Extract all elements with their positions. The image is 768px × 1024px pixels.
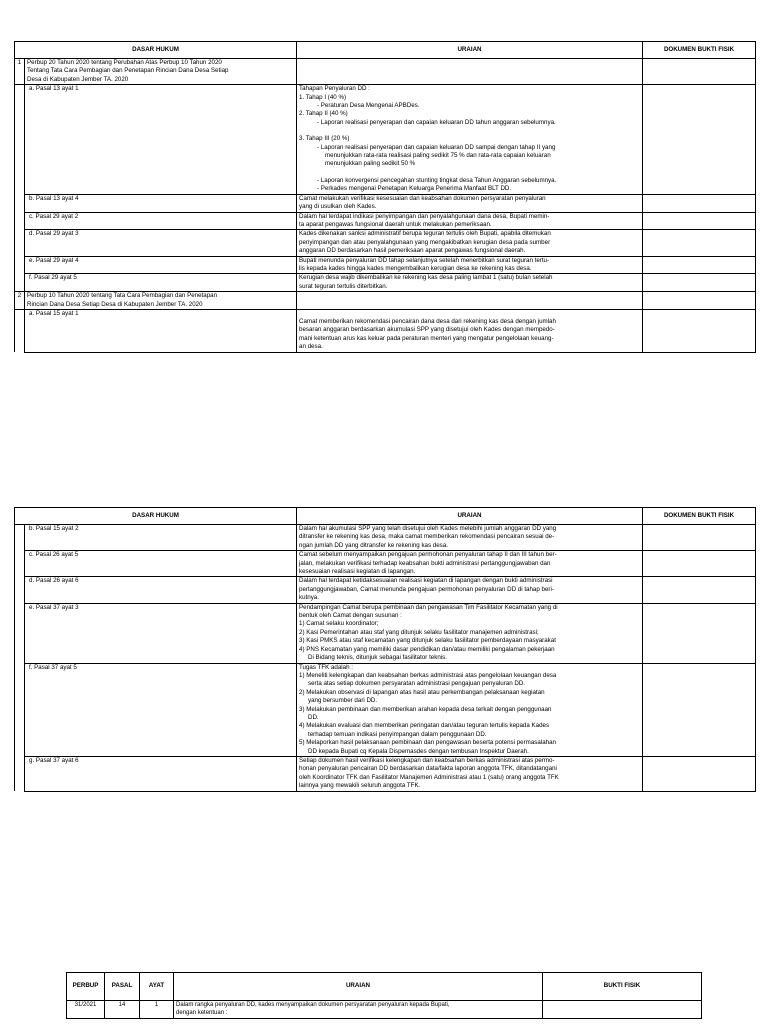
cell-uraian (297, 85, 643, 194)
dasar-line: Perbup 20 Tahun 2020 tentang Perubahan Atas Perbup 10 Tahun 2020 (27, 59, 222, 66)
cell-bukti-fisik (543, 1001, 702, 1019)
uraian-line: ditransfer ke rekening kas desa, maka camat memberikan rekomendasi pencairan sesuai de- (299, 533, 555, 541)
cell-number (15, 551, 25, 577)
dasar-line: e. Pasal 29 ayat 4 (29, 256, 79, 264)
uraian-line: ngan jumlah DD yang ditransfer ke rekening kas desa. (299, 541, 448, 549)
cell-perbup: 31/2021 (67, 1001, 105, 1019)
dasar-line: e. Pasal 37 ayat 3 (29, 603, 79, 611)
uraian-line: menunjukkan paling sedikit 50 % (325, 160, 416, 168)
table-2 (14, 507, 756, 792)
uraian-line (299, 127, 640, 135)
header-dokumen-bukti-fisik: DOKUMEN BUKTI FISIK (643, 508, 756, 525)
cell-ayat: 1 (140, 1001, 174, 1019)
header-bukti-fisik: BUKTI FISIK (543, 973, 702, 1001)
uraian-line: Bupati menunda penyaluran DD tahap selanjutnya setelah menerbitkan surat teguran tertu- (299, 256, 550, 264)
cell-dasar-hukum (25, 756, 297, 791)
table-row (15, 59, 756, 85)
cell-uraian (297, 551, 643, 577)
cell-number (15, 212, 25, 230)
uraian-line: penyimpangan dan atau penyalahgunaan yang mengakibatkan kerugian desa pada sumber (299, 238, 551, 246)
uraian-line: - Perkades mengenai Penetapan Keluarga Penerima Manfaat BLT DD. (317, 185, 512, 193)
cell-uraian (297, 577, 643, 603)
cell-number (15, 663, 25, 756)
uraian-line: besaran anggaran berdasarkan akumulasi SPP yang disetujui oleh Kades dengan mempedo- (299, 326, 555, 334)
table-row (67, 1001, 702, 1019)
cell-bukti-fisik (643, 230, 756, 256)
table-row (15, 551, 756, 577)
legal-basis-table-1 (14, 41, 755, 353)
cell-bukti-fisik (643, 663, 756, 756)
cell-number: 2 (15, 292, 25, 310)
perbup-table (66, 972, 701, 1019)
table-row (15, 292, 756, 310)
cell-number (15, 194, 25, 212)
uraian-line: ta aparat pengawas fungsional daerah untuk melakukan pemeriksaan. (299, 220, 492, 228)
cell-uraian (297, 525, 643, 551)
uraian-line: Pendampingan Camat berupa pembinaan dan pengawasan Tim Fasilitator Kecamatan yang di (299, 603, 558, 611)
uraian-line: an desa. (299, 343, 323, 351)
cell-number (15, 256, 25, 274)
uraian-line: lis kepada kades hingga kades mengembalikan kerugian desa ke rekening kas desa. (299, 264, 532, 272)
uraian-line: 4) Melakukan evaluasi dan memberikan peringatan dan/atau teguran tertulis kepada Kades (299, 722, 550, 730)
uraian-line: terhadap temuan indikasi penyimpangan dalam penggunaan DD. (308, 730, 487, 738)
cell-uraian (297, 292, 643, 310)
dasar-line: c. Pasal 26 ayat 5 (29, 551, 79, 559)
cell-bukti-fisik (643, 603, 756, 663)
uraian-line (299, 310, 640, 318)
uraian-line: Camat memberikan rekomendasi pencairan dana desa dari rekening kas desa dengan jumlah (299, 317, 556, 325)
dasar-line: b. Pasal 13 ayat 4 (29, 194, 79, 202)
uraian-line: - Laporan realisasi penyerapan dan capaian keluaran DD sampai dengan tahap II yang (317, 143, 556, 151)
cell-bukti-fisik (643, 292, 756, 310)
cell-dasar-hukum (25, 577, 297, 603)
dasar-line: d. Pasal 29 ayat 3 (29, 230, 79, 238)
cell-uraian (297, 212, 643, 230)
uraian-line: 3) Kasi PMKS atau staf kecamatan yang ditunjuk selaku fasilitator pemberdayaan masyarakat (299, 637, 556, 645)
dasar-line: f. Pasal 29 ayat 5 (29, 274, 77, 282)
table-header-row (67, 973, 702, 1001)
cell-bukti-fisik (643, 756, 756, 791)
uraian-line: surat teguran tertulis diterbitkan. (299, 282, 388, 290)
cell-bukti-fisik (643, 212, 756, 230)
cell-number (15, 230, 25, 256)
uraian-line: 4) PNS Kecamatan yang memiliki dasar pendidikan dan/atau memiliki pengalaman pekerjaan (299, 645, 555, 653)
uraian-line: honan penyaluran pencairan DD berdasarkan data/fakta laporan anggota TFK, ditandatangani (299, 765, 557, 773)
dasar-line: a. Pasal 15 ayat 1 (29, 309, 79, 317)
table-header-row (15, 508, 756, 525)
cell-uraian (297, 603, 643, 663)
cell-dasar-hukum (25, 59, 297, 85)
cell-number (15, 603, 25, 663)
cell-bukti-fisik (643, 256, 756, 274)
uraian-line: - Laporan konvergensi pencegahan stunting tingkat desa Tahun Anggaran sebelumnya. (317, 176, 557, 184)
uraian-line: Tahapan Penyaluran DD : (299, 85, 370, 93)
uraian-line: DD kepada Bupati cq Kepala Dispemasdes dengan tembusan Inspektur Daerah. (308, 747, 529, 755)
table-row (15, 274, 756, 292)
table-row (15, 194, 756, 212)
cell-number: 1 (15, 59, 25, 85)
header-uraian: URAIAN (297, 508, 643, 525)
uraian-line: 1) Camat selaku koordinator; (299, 620, 379, 628)
dasar-line: Tentang Tata Cara Pembagian dan Penetapan Rincian Dana Desa Setiap (27, 67, 229, 75)
uraian-line: 3. Tahap III (20 %) (299, 135, 350, 143)
table-row (15, 256, 756, 274)
cell-bukti-fisik (643, 85, 756, 194)
uraian-line: Dalam hal terdapat ketidaksesuaian realisasi kegiatan di lapangan dengan bukti administrasi (299, 577, 553, 585)
uraian-line: Camat sebelum menyampaikan pengajuan permohonan penyaluran tahap II dan III tahun ber- (299, 551, 557, 559)
cell-dasar-hukum (25, 256, 297, 274)
table-row (15, 230, 756, 256)
header-uraian: URAIAN (174, 973, 543, 1001)
uraian-line: 5) Melaporkan hasil pelaksanaan pembinaan dan pengawasan beserta potensi permasalahan (299, 739, 556, 747)
table-header-row (15, 42, 756, 59)
cell-uraian (297, 194, 643, 212)
dasar-line: g. Pasal 37 ayat 6 (29, 756, 79, 764)
uraian-line: - Peraturan Desa Mengenai APBDes. (317, 102, 420, 110)
cell-bukti-fisik (643, 309, 756, 352)
dasar-line: d. Pasal 26 ayat 6 (29, 577, 79, 585)
cell-number (15, 85, 25, 194)
dasar-line: Rincian Dana Desa Setiap Desa di Kabupaten Jember TA. 2020 (27, 300, 203, 308)
table-row (15, 85, 756, 194)
cell-uraian (297, 274, 643, 292)
uraian-line: kesesuaian realisasi kegiatan di lapangan. (299, 568, 416, 576)
table-row (15, 212, 756, 230)
cell-number (15, 274, 25, 292)
dasar-line: b. Pasal 15 ayat 2 (29, 525, 79, 532)
uraian-line: Dalam rangka penyaluran DD, kades menyampaikan dokumen persyaratan penyaluran kepada Bupati, (176, 1002, 450, 1008)
dasar-line: Desa di Kabupaten Jember TA. 2020 (27, 75, 129, 83)
dasar-line: a. Pasal 13 ayat 1 (29, 85, 79, 93)
uraian-line: yang di usulkan oleh Kades. (299, 203, 377, 211)
uraian-line: 3) Melakukan pembinaan dan memberikan arahan kepada desa terkait dengan penggunaan (299, 705, 552, 713)
table-1 (14, 41, 756, 353)
dasar-line: f. Pasal 37 ayat 5 (29, 663, 77, 671)
cell-dasar-hukum (25, 551, 297, 577)
cell-uraian (297, 59, 643, 85)
cell-dasar-hukum (25, 194, 297, 212)
cell-bukti-fisik (643, 59, 756, 85)
cell-number (15, 525, 25, 551)
cell-dasar-hukum (25, 230, 297, 256)
cell-bukti-fisik (643, 194, 756, 212)
uraian-line: Tugas TFK adalah : (299, 663, 353, 671)
uraian-line: bentuk oleh Camat dengan susunan : (299, 612, 402, 620)
cell-bukti-fisik (643, 577, 756, 603)
dasar-line: c. Pasal 29 ayat 2 (29, 212, 79, 220)
uraian-line: Di Bidang teknis, ditunjuk sebagai fasilitator teknis. (308, 654, 447, 662)
cell-bukti-fisik (643, 274, 756, 292)
uraian-line: kutnya. (299, 594, 319, 602)
uraian-line: 1. Tahap I (40 %) (299, 93, 347, 101)
uraian-line: anggaran DD berdasarkan hasil pemeriksaan aparat pengawas fungsional daerah. (299, 247, 526, 255)
uraian-line: - Laporan realisasi penyerapan dan capaian keluaran DD tahun anggaran sebelumnya. (317, 118, 556, 126)
table-row (15, 756, 756, 791)
header-dokumen-bukti-fisik: DOKUMEN BUKTI FISIK (643, 42, 756, 59)
uraian-line: jalan, melakukan verifikasi terhadap keabsahan bukti administrasi pertanggungjawaban dan (299, 559, 551, 567)
table-row (15, 577, 756, 603)
uraian-line: serta atas setiap dokumen persyaratan administrasi pengajuan penyaluran DD. (308, 680, 526, 688)
cell-uraian (174, 1001, 543, 1019)
cell-dasar-hukum (25, 274, 297, 292)
header-dasar-hukum: DASAR HUKUM (15, 42, 297, 59)
uraian-line: Kerugian desa wajib dikembalikan ke rekening kas desa paling lambat 1 (satu) bulan setelah (299, 274, 553, 282)
table-row (15, 663, 756, 756)
uraian-line: mani ketentuan arus kas keluar pada peraturan menteri yang mengatur pengelolaan keuang- (299, 334, 554, 342)
cell-bukti-fisik (643, 525, 756, 551)
cell-number (15, 309, 25, 352)
cell-dasar-hukum (25, 663, 297, 756)
header-uraian: URAIAN (297, 42, 643, 59)
uraian-line: DD. (308, 713, 319, 721)
cell-dasar-hukum (25, 525, 297, 551)
uraian-line: pertanggungjawaban, Camat menunda pengajuan permohonan penyaluran DD di tahap beri- (299, 585, 554, 593)
cell-dasar-hukum (25, 212, 297, 230)
header-ayat: AYAT (140, 973, 174, 1001)
cell-dasar-hukum (25, 309, 297, 352)
uraian-line: menunjukkan rata-rata realisasi paling sedikit 75 % dan rata-rata capaian keluaran (325, 152, 551, 160)
uraian-line: lainnya yang mewakili seluruh anggota TFK. (299, 782, 421, 790)
cell-uraian (297, 256, 643, 274)
dasar-line: Perbup 10 Tahun 2020 tentang Tata Cara Pembagian dan Penetapan (27, 292, 218, 300)
cell-dasar-hukum (25, 292, 297, 310)
cell-uraian (297, 230, 643, 256)
cell-bukti-fisik (643, 551, 756, 577)
cell-uraian (297, 756, 643, 791)
cell-uraian (297, 663, 643, 756)
uraian-line: Camat melakukan verifikasi kesesuaian dan keabsahan dokumen persyaratan penyaluran (299, 194, 546, 202)
cell-uraian (297, 309, 643, 352)
cell-pasal: 14 (105, 1001, 140, 1019)
uraian-line: dengan ketentuan : (176, 1010, 228, 1017)
header-dasar-hukum: DASAR HUKUM (15, 508, 297, 525)
table-3 (66, 972, 702, 1019)
table-row (15, 309, 756, 352)
cell-dasar-hukum (25, 603, 297, 663)
uraian-line: yang bersumber dari DD. (308, 697, 378, 705)
uraian-line: 2) Kasi Pemerintahan atau staf yang ditunjuk selaku fasilitator manajemen administrasi; (299, 628, 539, 636)
cell-dasar-hukum (25, 85, 297, 194)
uraian-line: Dalam hal terdapat indikasi penyimpangan dan penyalahgunaan dana desa, Bupati memin- (299, 212, 550, 220)
legal-basis-table-2 (14, 507, 755, 792)
cell-number (15, 756, 25, 791)
header-perbup: PERBUP (67, 973, 105, 1001)
cell-number (15, 577, 25, 603)
uraian-line: 2) Melakukan observasi di lapangan atas hasil atau perkembangan pelaksanaan kegiatan (299, 688, 545, 696)
uraian-line: oleh Koordinator TFK dan Fasilitator Manajemen Administrasi atau 1 (satu) orang anggota TFK (299, 773, 559, 781)
uraian-line: Setiap dokumen hasil verifikasi kelengkapan dan keabsahan berkas administrasi atas permo- (299, 756, 555, 764)
table-row (15, 525, 756, 551)
header-pasal: PASAL (105, 973, 140, 1001)
uraian-line: 2. Tahap II (40 %) (299, 110, 348, 118)
table-row (15, 603, 756, 663)
uraian-line: 1) Meneliti kelengkapan dan keabsahan berkas administrasi atas pengelolaan keuangan desa (299, 671, 557, 679)
uraian-line: Kades dikenakan sanksi administratif berupa teguran tertulis oleh Bupati, apabila ditemukan (299, 230, 551, 238)
uraian-line (299, 169, 640, 177)
uraian-line: Dalam hal akumulasi SPP yang telah disetujui oleh Kades melebihi jumlah anggaran DD yang (299, 525, 557, 532)
